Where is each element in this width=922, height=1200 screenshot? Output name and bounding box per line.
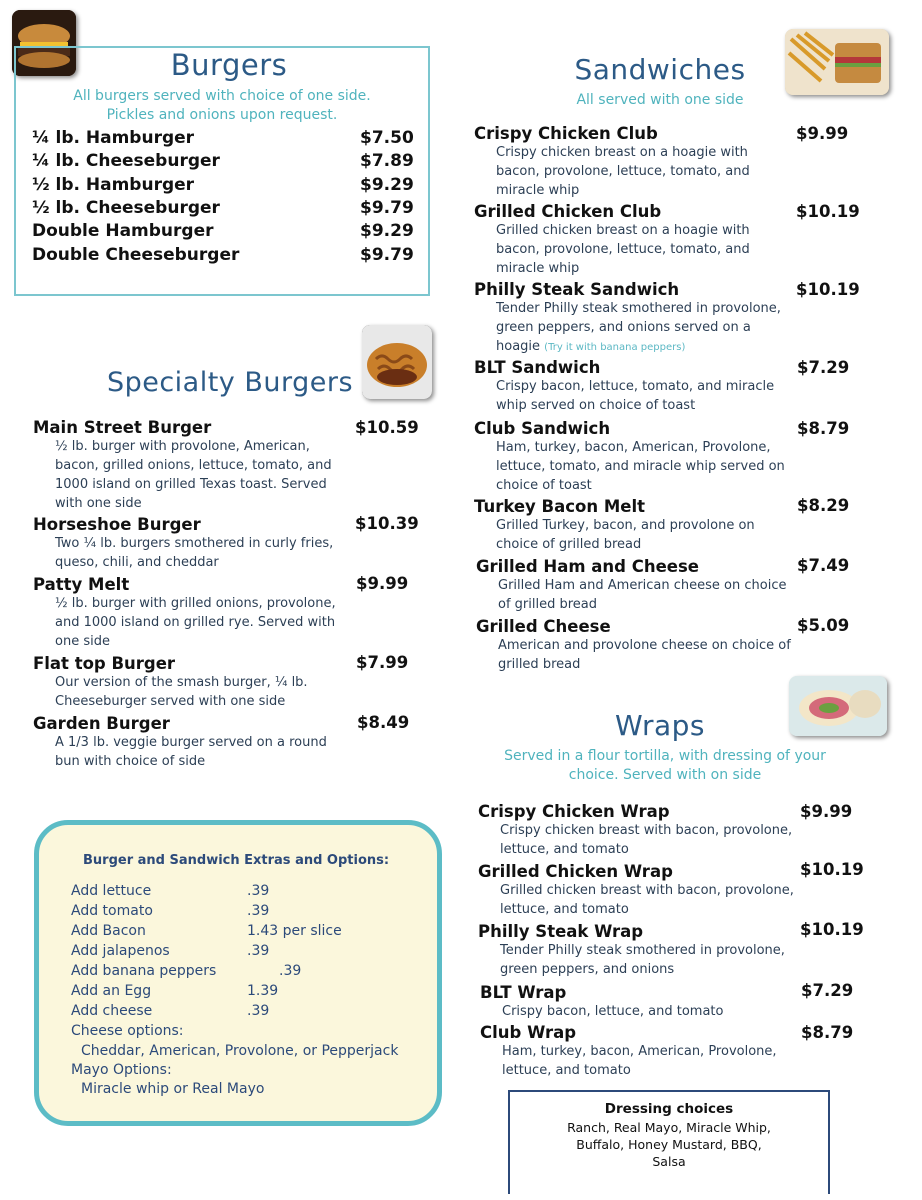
item-name: ¼ lb. Hamburger xyxy=(32,128,195,148)
item-price: $9.79 xyxy=(360,245,414,265)
item-price: $9.29 xyxy=(360,221,414,241)
item-tip: (Try it with banana peppers) xyxy=(544,342,686,353)
item-description: Crispy bacon, lettuce, and tomato xyxy=(502,1004,724,1019)
item-name: Grilled Cheese xyxy=(476,617,611,636)
item-price: $7.29 xyxy=(801,981,854,1000)
dressing-line: Buffalo, Honey Mustard, BBQ, xyxy=(576,1137,762,1152)
burgers-note-2: Pickles and onions upon request. xyxy=(106,107,338,123)
item-name: Double Hamburger xyxy=(32,221,214,241)
menu-item xyxy=(478,862,798,919)
wraps-title: Wraps xyxy=(615,709,705,742)
extras-value: 1.39 xyxy=(247,983,279,999)
menu-item xyxy=(474,358,794,415)
item-price: $8.29 xyxy=(797,496,850,515)
extras-label: Add tomato xyxy=(71,903,153,919)
cheese-options-label: Cheese options: xyxy=(71,1023,184,1039)
item-name: Turkey Bacon Melt xyxy=(474,497,646,516)
item-description: ½ lb. burger with provolone, American, bacon, grilled onions, lettuce, tomato, and 1000 island on grilled Texas toast. Served with one side xyxy=(55,439,332,511)
extras-value: 1.43 per slice xyxy=(247,923,342,939)
dressing-title: Dressing choices xyxy=(604,1101,734,1117)
menu-item xyxy=(33,515,353,572)
menu-item xyxy=(33,418,353,513)
menu-item xyxy=(33,575,353,651)
item-description: Crispy chicken breast with bacon, provolone, lettuce, and tomato xyxy=(500,823,793,857)
item-price: $9.29 xyxy=(360,175,414,195)
item-price: $10.19 xyxy=(796,202,860,221)
menu-item xyxy=(474,124,794,200)
extras-label: Add banana peppers xyxy=(71,963,217,979)
item-name: Grilled Chicken Wrap xyxy=(478,862,673,881)
item-description xyxy=(474,299,794,357)
item-price: $9.99 xyxy=(796,124,849,143)
item-price: $10.19 xyxy=(800,920,864,939)
sandwiches-note: All served with one side xyxy=(576,92,744,108)
item-description: Tender Philly steak smothered in provolone, green peppers, and onions xyxy=(500,943,785,977)
item-description: Ham, turkey, bacon, American, Provolone, lettuce, tomato, and miracle whip served on choice of toast xyxy=(496,440,785,493)
extras-row xyxy=(71,923,342,939)
menu-item xyxy=(478,922,798,979)
menu-item xyxy=(32,175,412,195)
wrap-photo xyxy=(789,676,887,736)
menu-item xyxy=(478,802,798,859)
item-name: Double Cheeseburger xyxy=(32,245,240,265)
item-name: Patty Melt xyxy=(33,575,130,594)
sandwiches-title: Sandwiches xyxy=(574,53,746,86)
menu-item xyxy=(474,202,794,278)
item-price: $10.39 xyxy=(355,514,419,533)
dressing-line: Salsa xyxy=(652,1154,686,1169)
item-name: Grilled Ham and Cheese xyxy=(476,557,699,576)
extras-row xyxy=(71,1003,270,1019)
item-price: $7.49 xyxy=(797,556,850,575)
item-name: ¼ lb. Cheeseburger xyxy=(32,151,220,171)
extras-value: .39 xyxy=(247,883,270,899)
item-name: Flat top Burger xyxy=(33,654,176,673)
item-name: Club Wrap xyxy=(480,1023,577,1042)
specialty-title: Specialty Burgers xyxy=(106,367,354,398)
item-price: $9.79 xyxy=(360,198,414,218)
menu-item xyxy=(33,714,353,771)
extras-row xyxy=(71,963,302,979)
menu-item xyxy=(33,654,353,711)
burgers-title: Burgers xyxy=(170,48,288,82)
item-price: $5.09 xyxy=(797,616,850,635)
menu-item xyxy=(480,983,800,1021)
item-name: Main Street Burger xyxy=(33,418,212,437)
item-name: Crispy Chicken Wrap xyxy=(478,802,670,821)
item-description: Crispy chicken breast on a hoagie with bacon, provolone, lettuce, tomato, and miracle whip xyxy=(496,145,750,198)
item-description-text: Tender Philly steak smothered in provolone, green peppers, and onions served on a hoagie xyxy=(496,301,781,354)
extras-value: .39 xyxy=(247,1003,270,1019)
item-price: $10.19 xyxy=(796,280,860,299)
extras-label: Add an Egg xyxy=(71,983,152,999)
dressing-line: Ranch, Real Mayo, Miracle Whip, xyxy=(567,1120,771,1135)
menu-item xyxy=(476,557,796,614)
item-name: Philly Steak Wrap xyxy=(478,922,644,941)
menu-item xyxy=(32,151,412,171)
menu-item xyxy=(480,1023,800,1080)
item-price: $9.99 xyxy=(356,574,409,593)
item-name: Horseshoe Burger xyxy=(33,515,201,534)
item-description: American and provolone cheese on choice of grilled bread xyxy=(498,638,791,672)
item-price: $7.89 xyxy=(360,151,414,171)
item-price: $7.50 xyxy=(360,128,414,148)
menu-item xyxy=(32,245,412,265)
extras-row xyxy=(71,903,270,919)
item-name: ½ lb. Cheeseburger xyxy=(32,198,220,218)
item-description: Crispy bacon, lettuce, tomato, and miracle whip served on choice of toast xyxy=(496,379,775,413)
extras-title: Burger and Sandwich Extras and Options: xyxy=(83,853,390,868)
extras-row xyxy=(71,983,279,999)
menu-item xyxy=(474,497,794,554)
specialty-burger-photo xyxy=(362,325,432,399)
menu-item xyxy=(474,419,794,495)
extras-value: .39 xyxy=(247,903,270,919)
menu-item xyxy=(474,280,794,357)
extras-label: Add cheese xyxy=(71,1003,153,1019)
item-name: Garden Burger xyxy=(33,714,170,733)
extras-label: Add jalapenos xyxy=(71,943,170,959)
item-description: ½ lb. burger with grilled onions, provolone, and 1000 island on grilled rye. Served with one side xyxy=(55,596,336,649)
extras-row xyxy=(71,943,270,959)
item-price: $8.79 xyxy=(797,419,850,438)
mayo-options-label: Mayo Options: xyxy=(71,1062,172,1078)
item-price: $10.19 xyxy=(800,860,864,879)
extras-value: .39 xyxy=(247,943,270,959)
item-name: Philly Steak Sandwich xyxy=(474,280,680,299)
item-price: $8.79 xyxy=(801,1023,854,1042)
item-price: $7.99 xyxy=(356,653,409,672)
burgers-note-1: All burgers served with choice of one side. xyxy=(73,88,371,104)
item-name: BLT Wrap xyxy=(480,983,567,1002)
item-description: Ham, turkey, bacon, American, Provolone, lettuce, and tomato xyxy=(502,1044,777,1078)
menu-item xyxy=(476,617,796,674)
item-name: ½ lb. Hamburger xyxy=(32,175,195,195)
menu-item xyxy=(32,198,412,218)
menu-item xyxy=(32,221,412,241)
extras-label: Add Bacon xyxy=(71,923,146,939)
item-description: A 1/3 lb. veggie burger served on a round bun with choice of side xyxy=(55,735,327,769)
mayo-options: Miracle whip or Real Mayo xyxy=(81,1081,265,1097)
item-price: $9.99 xyxy=(800,802,853,821)
item-description: Grilled chicken breast on a hoagie with bacon, provolone, lettuce, tomato, and miracle whip xyxy=(496,223,750,276)
extras-label: Add lettuce xyxy=(71,883,152,899)
item-price: $7.29 xyxy=(797,358,850,377)
extras-row xyxy=(71,883,270,899)
item-price: $8.49 xyxy=(357,713,410,732)
item-description: Our version of the smash burger, ¼ lb. Cheeseburger served with one side xyxy=(55,675,308,709)
item-description: Two ¼ lb. burgers smothered in curly fries, queso, chili, and cheddar xyxy=(55,536,334,570)
sandwich-photo xyxy=(785,29,889,95)
extras-section xyxy=(34,820,442,1126)
item-description: Grilled Ham and American cheese on choice of grilled bread xyxy=(498,578,787,612)
item-description: Grilled chicken breast with bacon, provolone, lettuce, and tomato xyxy=(500,883,794,917)
wraps-note: Served in a flour tortilla, with dressing of your choice. Served with on side xyxy=(504,748,826,783)
cheese-options: Cheddar, American, Provolone, or Pepperjack xyxy=(81,1043,399,1059)
item-name: Grilled Chicken Club xyxy=(474,202,662,221)
dressing-box xyxy=(508,1090,830,1194)
item-name: Crispy Chicken Club xyxy=(474,124,658,143)
item-name: Club Sandwich xyxy=(474,419,611,438)
item-description: Grilled Turkey, bacon, and provolone on choice of grilled bread xyxy=(496,518,755,552)
extras-value: .39 xyxy=(279,963,302,979)
item-name: BLT Sandwich xyxy=(474,358,601,377)
item-price: $10.59 xyxy=(355,418,419,437)
menu-item xyxy=(32,128,412,148)
